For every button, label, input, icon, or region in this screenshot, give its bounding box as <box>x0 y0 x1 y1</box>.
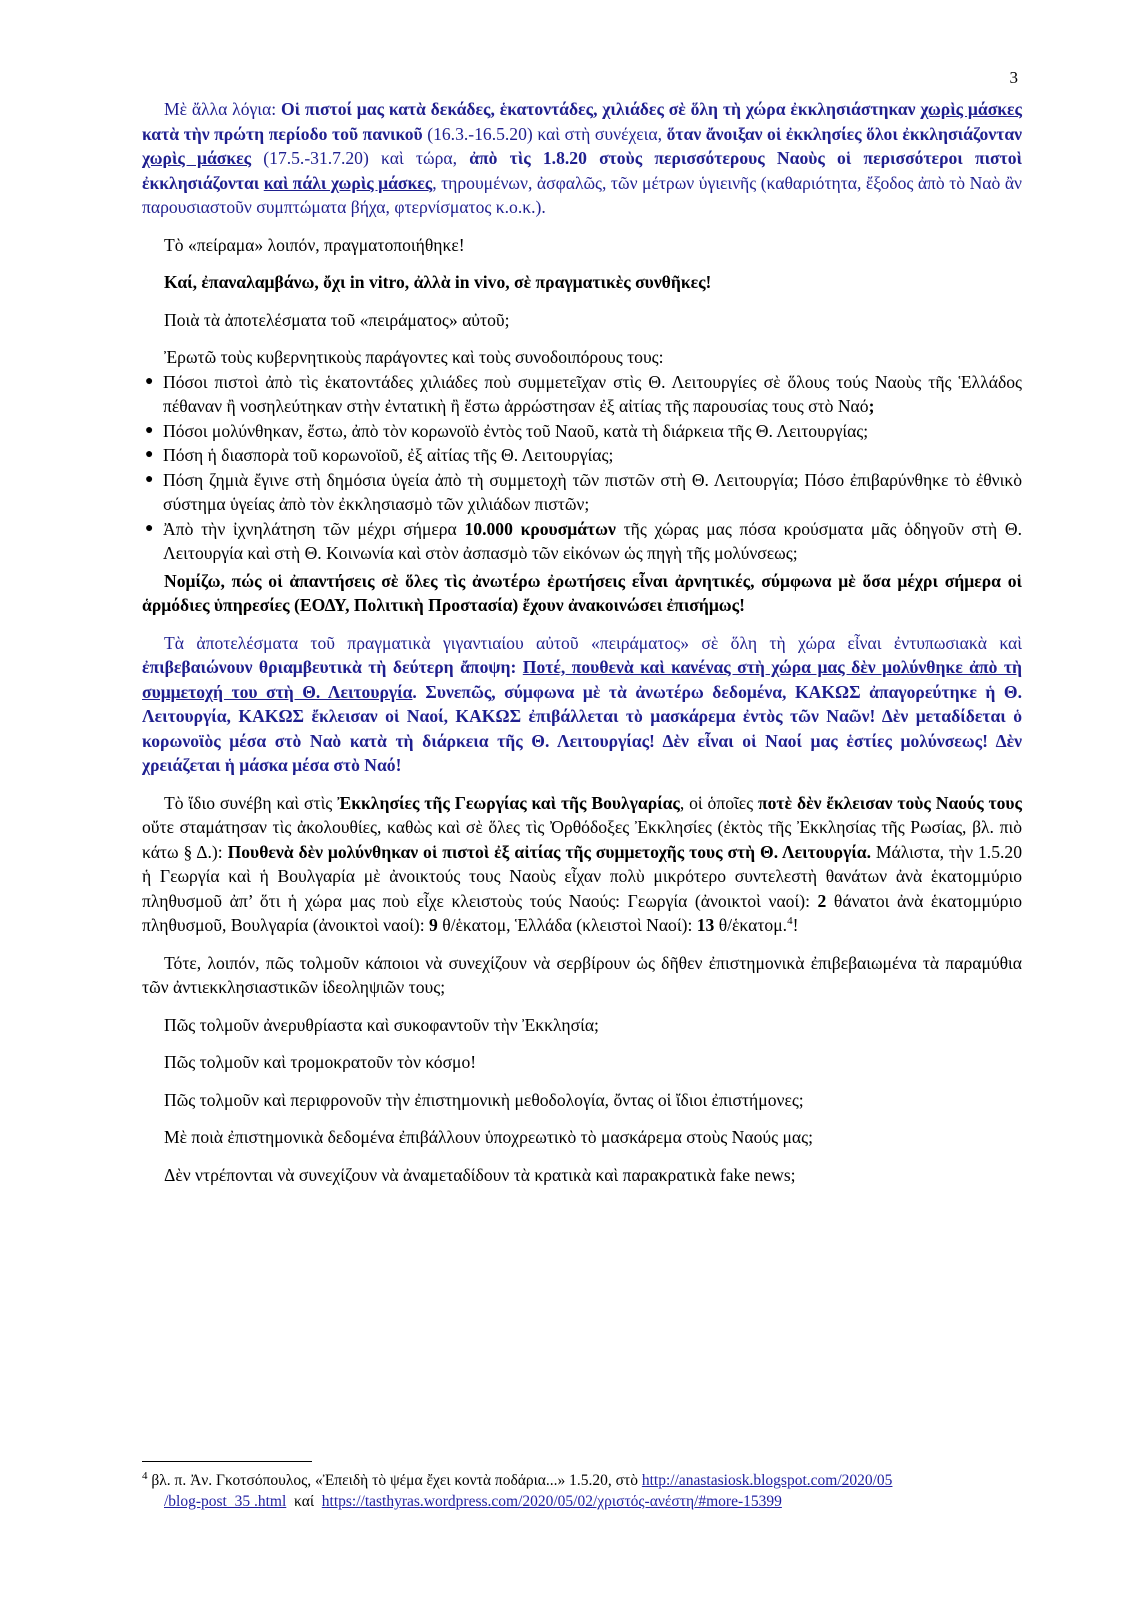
paragraph-question-1: Τότε, λοιπόν, πῶς τολμοῦν κάποιοι νὰ συνεχίζουν νὰ σερβίρουν ὡς δῆθεν ἐπιστημονικὰ ἐπιβεβαιωμένα τὰ παραμύθια τῶν ἀντιεκκλησιαστικῶν ἰδεοληψιῶν τους; <box>142 952 1022 997</box>
text: Πόση ἡ διασπορὰ τοῦ κορωνοϊοῦ, ἐξ αἰτίας τῆς Θ. Λειτουργίας; <box>163 445 614 465</box>
text: Ἀπὸ τὴν ἰχνηλάτηση τῶν μέχρι σήμερα <box>163 518 465 539</box>
question-list <box>142 370 1022 566</box>
text-bold: ἐπιβεβαιώνουν θριαμβευτικὰ τὴ δεύτερη ἄποψη: <box>142 657 523 677</box>
bullet-icon: ● <box>145 471 154 487</box>
footnote-ref: 4 <box>787 915 793 928</box>
text: οὔτε σταμάτησαν τὶς ἀκολουθίες, καθὼς καὶ σὲ ὅλες τὶς Ὀρθόδοξες Ἐκκλησίες (ἐκτὸς τῆς Ἐκκλησίας τῆς Ρωσίας, βλ. πιὸ κάτω § Δ.): <box>142 817 1022 862</box>
paragraph-georgia-bulgaria <box>142 791 1022 938</box>
footnote-separator <box>142 1461 312 1462</box>
text-underlined: χωρὶς μάσκες <box>920 99 1022 119</box>
text: τῆς χώρας μας πόσα κρούσματα μᾶς ὁδηγοῦν στὴ Θ. Λειτουργία καὶ στὴ Θ. Κοινωνία καὶ στὸν ἀσπασμὸ τῶν εἰκόνων ὡς πηγὴ τῆς μολύνσεως; <box>163 518 1022 563</box>
paragraph-masks <box>142 97 1022 220</box>
text-bold: . Συνεπῶς, σύμφωνα μὲ τὰ ἀνωτέρω δεδομένα, ΚΑΚΩΣ ἀπαγορεύτηκε ἡ Θ. Λειτουργία, ΚΑΚΩΣ ἔκλεισαν οἱ Ναοί, ΚΑΚΩΣ ἐπιβάλλεται τὸ μασκάρεμα ἐντὸς τῶν Ναῶν! Δὲν μεταδίδεται ὁ κορωνοϊὸς μέσα στὸ Ναὸ κατὰ τὴ διάρκεια τῆς Θ. Λειτουργίας! Δὲν εἶναι οἱ Ναοί μας ἑστίες μολύνσεως! Δὲν χρειάζεται ἡ μάσκα μέσα στὸ Ναό! <box>142 681 1022 775</box>
text: (17.5.-31.7.20) καὶ τώρα, <box>251 148 470 168</box>
footnote-link-blogspot-cont[interactable]: /blog-post_35 .html <box>164 1493 287 1510</box>
list-item <box>142 517 1022 566</box>
text-bold: ἀπὸ τὶς 1.8.20 στοὺς περισσότερους Ναοὺς οἱ περισσότεροι πιστοὶ ἐκκλησιάζονται <box>142 148 1022 193</box>
text: Τὰ ἀποτελέσματα τοῦ πραγματικὰ γιγαντιαίου αὐτοῦ «πειράματος» σὲ ὅλη τὴ χώρα εἶναι ἐντυπωσιακὰ καὶ <box>164 632 1022 653</box>
text-bold: Νομίζω, πώς οἱ ἀπαντήσεις σὲ ὅλες τὶς ἀνωτέρω ἐρωτήσεις εἶναι ἀρνητικές, σύμφωνα μὲ ὅσα μέχρι σήμερα οἱ ἁρμόδιες ὑπηρεσίες (ΕΟΔΥ, Πολιτικὴ Προστασία) ἔχουν ἀνακοινώσει ἐπισήμως! <box>142 570 1022 615</box>
paragraph-question-2: Πῶς τολμοῦν ἀνερυθρίαστα καὶ συκοφαντοῦν τὴν Ἐκκλησία; <box>164 1014 599 1035</box>
paragraph-question-4: Πῶς τολμοῦν καὶ περιφρονοῦν τὴν ἐπιστημονικὴ μεθοδολογία, ὄντας οἱ ἴδιοι ἐπιστήμονες; <box>164 1089 804 1110</box>
footnote-text: καί <box>286 1493 322 1510</box>
bullet-icon: ● <box>145 447 154 462</box>
text-bold: Πουθενὰ δὲν μολύνθηκαν οἱ πιστοὶ ἐξ αἰτίας τῆς συμμετοχῆς τους στὴ Θ. Λειτουργία. <box>227 841 871 862</box>
text: , οἱ ὁποῖες <box>679 792 758 813</box>
footnote-link-wordpress[interactable]: https://tasthyras.wordpress.com/2020/05/02/χριστός-ανέστη/#more-15399 <box>321 1493 782 1510</box>
text-underlined: Ποτέ, πουθενὰ καὶ κανένας στὴ χώρα μας δὲν μολύνθηκε ἀπὸ τὴ συμμετοχή του στὴ Θ. Λειτουργία <box>142 657 1022 702</box>
footnote-link-blogspot[interactable]: http://anastasiosk.blogspot.com/2020/05 <box>641 1472 893 1489</box>
bullet-icon: ● <box>145 422 154 438</box>
text: Πόσοι μολύνθηκαν, ἔστω, ἀπὸ τὸν κορωνοϊὸ ἐντὸς τοῦ Ναοῦ, κατὰ τὴ διάρκεια τῆς Θ. Λειτουργίας; <box>163 420 869 441</box>
bullet-icon: ● <box>145 373 154 389</box>
text: Μὲ ἄλλα λόγια: <box>164 99 281 119</box>
paragraph-ask: Ἐρωτῶ τοὺς κυβερνητικοὺς παράγοντες καὶ τοὺς συνοδοιπόρους τους: <box>164 347 664 367</box>
footnote <box>142 1470 1022 1512</box>
text: (16.3.-16.5.20) καὶ στὴ συνέχεια, <box>422 123 667 144</box>
paragraph-answers <box>142 569 1022 618</box>
list-item <box>142 468 1022 517</box>
list-item <box>142 419 1022 444</box>
paragraph-conclusion <box>142 631 1022 778</box>
text-bold: Καί, ἐπαναλαμβάνω, ὄχι in vitro, ἀλλὰ in vivo, σὲ πραγματικὲς συνθῆκες! <box>164 272 712 292</box>
list-item <box>142 370 1022 419</box>
paragraph-question-5: Μὲ ποιὰ ἐπιστημονικὰ δεδομένα ἐπιβάλλουν ὑποχρεωτικὸ τὸ μασκάρεμα στοὺς Ναούς μας; <box>164 1127 813 1147</box>
text-bold: 2 <box>817 890 827 911</box>
footnote-text: βλ. π. Ἀν. Γκοτσόπουλος, «Ἐπειδὴ τὸ ψέμα ἔχει κοντὰ ποδάρια...» 1.5.20, στὸ <box>147 1472 642 1489</box>
text: θ/ἑκατομ. <box>714 915 788 935</box>
bullet-icon: ● <box>145 520 154 536</box>
text-bold: ; <box>868 396 875 416</box>
text: , τηρουμένων, ἀσφαλῶς, τῶν μέτρων ὑγιεινῆς (καθαριότητα, ἔξοδος ἀπὸ τὸ Ναὸ ἂν παρουσιαστοῦν συμπτώματα βήχα, φτερνίσματος κ.ο.κ.). <box>142 172 1022 217</box>
text: Μάλιστα, τὴν 1.5.20 ἡ Γεωργία καὶ ἡ Βουλγαρία μὲ ἀνοικτούς τους Ναοὺς εἶχαν πολὺ μικρότερο συντελεστὴ θανάτων ἀνὰ ἑκατομμύριο πληθυσμοῦ ἀπ’ ὅτι ἡ χώρα μας ποὺ εἶχε κλειστοὺς τούς Ναούς: Γεωργία (ἀνοικτοὶ ναοί): <box>142 841 1022 911</box>
text-bold: 13 <box>696 915 715 935</box>
paragraph-in-vivo <box>142 270 1022 295</box>
paragraph-experiment: Τὸ «πείραμα» λοιπόν, πραγματοποιήθηκε! <box>164 234 465 255</box>
text-bold: Οἱ πιστοί μας κατὰ δεκάδες, ἑκατοντάδες, χιλιάδες σὲ ὅλη τὴ χώρα ἐκκλησιάστηκαν <box>280 99 921 119</box>
paragraph-results-question: Ποιὰ τὰ ἀποτελέσματα τοῦ «πειράματος» αὐτοῦ; <box>164 309 510 330</box>
paragraph-question-3: Πῶς τολμοῦν καὶ τρομοκρατοῦν τὸν κόσμο! <box>164 1052 477 1072</box>
text-bold: Ἐκκλησίες τῆς Γεωργίας καὶ τῆς Βουλγαρίας <box>337 792 680 813</box>
text-underlined: καὶ πάλι χωρὶς μάσκες <box>263 172 433 193</box>
text: Πόση ζημιὰ ἔγινε στὴ δημόσια ὑγεία ἀπὸ τὴ συμμετοχὴ τῶν πιστῶν στὴ Θ. Λειτουργία; Πόσο ἐπιβαρύνθηκε τὸ ἐθνικὸ σύστημα ὑγείας ἀπὸ τὸν ἐκκλησιασμὸ τῶν χιλιάδων πιστῶν; <box>163 469 1022 514</box>
text-bold: 9 <box>429 915 438 935</box>
text-bold: 10.000 κρουσμάτων <box>464 518 616 539</box>
page-number: 3 <box>1009 68 1018 87</box>
text: Τὸ ἴδιο συνέβη καὶ στὶς <box>164 792 338 813</box>
footnote-number: 4 <box>142 1469 148 1482</box>
list-item <box>142 443 1022 468</box>
text: θάνατοι ἀνὰ ἑκατομμύριο πληθυσμοῦ, Βουλγαρία (ἀνοικτοὶ ναοί): <box>142 890 1022 935</box>
text-bold: ὅταν ἄνοιξαν οἱ ἐκκλησίες ὅλοι ἐκκλησιάζονταν <box>666 123 1023 144</box>
document-body <box>142 97 1022 1200</box>
text: Πόσοι πιστοὶ ἀπὸ τὶς ἑκατοντάδες χιλιάδες ποὺ συμμετεῖχαν στὶς Θ. Λειτουργίες σὲ ὅλους τούς Ναοὺς τῆς Ἑλλάδος πέθαναν ἢ νοσηλεύτηκαν στὴν ἐντατικὴ ἢ ἔστω ἀρρώστησαν ἐξ αἰτίας τῆς παρουσίας τους στὸ Ναό <box>163 371 1022 416</box>
text-bold: κατὰ τὴν πρώτη περίοδο τοῦ πανικοῦ <box>142 123 423 144</box>
text-underlined: χωρὶς μάσκες <box>142 148 252 168</box>
paragraph-question-6: Δὲν ντρέπονται νὰ συνεχίζουν νὰ ἀναμεταδίδουν τὰ κρατικὰ καὶ παρακρατικὰ fake news; <box>164 1164 796 1185</box>
text: θ/ἑκατομ, Ἑλλάδα (κλειστοὶ Ναοί): <box>437 915 697 935</box>
text-bold: ποτὲ δὲν ἔκλεισαν τοὺς Ναούς τους <box>758 792 1022 813</box>
text: ! <box>792 915 799 935</box>
